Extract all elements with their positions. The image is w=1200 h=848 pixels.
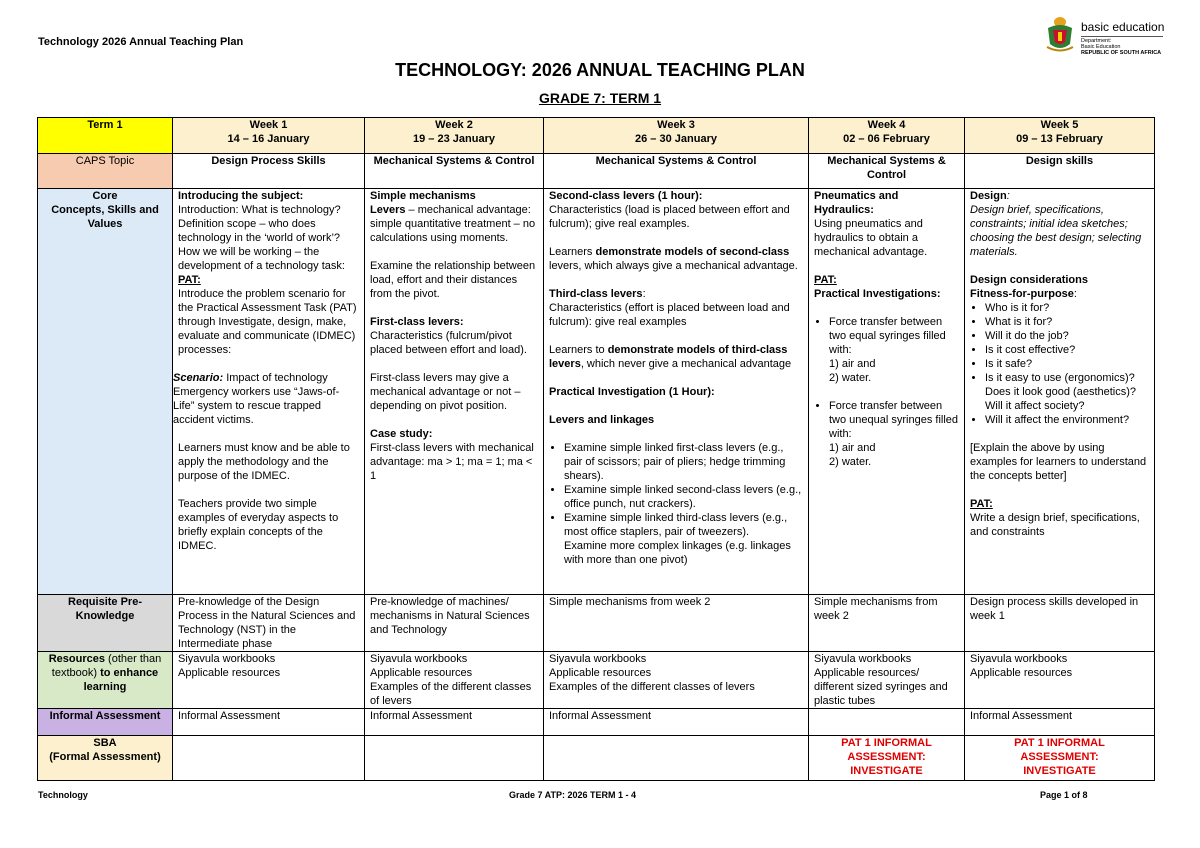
- week-1-header: Week 1 14 – 16 January: [173, 118, 365, 154]
- sba-week-3: [544, 736, 809, 781]
- logo-divider: [1081, 36, 1163, 37]
- core-week-2: Simple mechanisms Levers – mechanical advantage: simple quantitative treatment – no calculations using moments. Examine the relationship between load, effort and their distances from the pivot. First-class levers: Characteristics (fulcrum/pivot placed between effort and load). First-class levers may give a mechanical advantage or not – depending on pivot position. Case study: First-class levers with mechanical advantage: ma > 1; ma = 1; ma < 1: [365, 189, 544, 595]
- resources-week-2: Siyavula workbooks Applicable resources Examples of the different classes of levers: [365, 652, 544, 709]
- sba-week-4: PAT 1 INFORMAL ASSESSMENT: INVESTIGATE: [809, 736, 965, 781]
- prerequisite-week-2: Pre-knowledge of machines/ mechanisms in Natural Sciences and Technology: [365, 595, 544, 652]
- sba-week-1: [173, 736, 365, 781]
- list-item: • Is it easy to use (ergonomics)? Does it look good (aesthetics)? Will it affect society?: [985, 371, 1149, 413]
- resources-week-5: Siyavula workbooks Applicable resources: [965, 652, 1155, 709]
- table-row-prerequisite: [38, 595, 1155, 652]
- core-week-3: Second-class levers (1 hour): Characteristics (load is placed between effort and fulcrum); give real examples. Learners demonstrate models of second-class levers, which always give a mechanical advantage. Third-class levers: Characteristics (effort is placed between load and fulcrum): give real examples Learners to demonstrate models of third-class levers, which never give a mechanical advantage Practical Investigation (1 Hour): Levers and linkages • Examine simple linked first-class levers (e.g., pair of scissors; pair of pliers; hedge trimming shears). • Examine simple linked second-class levers (e.g., office punch, nut crackers). • Examine simple linked third-class levers (e.g., most office staplers, pair of tweezers). Examine more complex linkages (e.g. linkages with more than one pivot): [544, 189, 809, 595]
- prerequisite-week-4: Simple mechanisms from week 2: [809, 595, 965, 652]
- department-logo: [1043, 14, 1163, 56]
- list-item: • Who is it for?: [985, 301, 1149, 315]
- core-week-1: Introducing the subject: Introduction: What is technology? Definition scope – who does technology in the ‘world of work’? How we will be working – the development of a technology task: PAT: Introduce the problem scenario for the Practical Assessment Task (PAT) through Investigate, design, make, evaluate and communicate (IDMEC) processes: Scenario: Impact of technology Emergency workers use “Jaws-of-Life” system to rescue trapped accident victims. Learners must know and be able to apply the methodology and the purpose of the IDMEC. Teachers provide two simple examples of everyday aspects to briefly explain concepts of the IDMEC.: [173, 189, 365, 595]
- list-item: • Force transfer between two unequal syringes filled with: 1) air and 2) water.: [829, 399, 959, 469]
- list-item: • Is it safe?: [985, 357, 1149, 371]
- logo-text: basic education: [1081, 20, 1165, 34]
- footer-center: Grade 7 ATP: 2026 TERM 1 - 4: [509, 790, 637, 800]
- week-3-header: Week 3 26 – 30 January: [544, 118, 809, 154]
- prerequisite-week-3: Simple mechanisms from week 2: [544, 595, 809, 652]
- list-item: • Examine simple linked second-class levers (e.g., office punch, nut crackers).: [564, 483, 803, 511]
- page-title: TECHNOLOGY: 2026 ANNUAL TEACHING PLAN: [395, 60, 805, 80]
- sba-week-2: [365, 736, 544, 781]
- week-4-header: Week 4 02 – 06 February: [809, 118, 965, 154]
- resources-week-4: Siyavula workbooks Applicable resources/ different sized syringes and plastic tubes: [809, 652, 965, 709]
- informal-week-5: Informal Assessment: [965, 709, 1155, 736]
- prerequisite-week-1: Pre-knowledge of the Design Process in the Natural Sciences and Technology (NST) in the Intermediate phase: [173, 595, 365, 652]
- term-cell: Term 1: [38, 118, 173, 154]
- informal-label: Informal Assessment: [38, 709, 173, 736]
- list-item: • Examine simple linked third-class levers (e.g., most office staplers, pair of tweezers).: [564, 511, 803, 539]
- table-row-core: [38, 189, 1155, 595]
- core-label: Core Concepts, Skills and Values: [38, 189, 173, 595]
- sba-week-5: PAT 1 INFORMAL ASSESSMENT: INVESTIGATE: [965, 736, 1155, 781]
- week-5-header: Week 5 09 – 13 February: [965, 118, 1155, 154]
- table-row-weeks: [38, 118, 1155, 154]
- prerequisite-label: Requisite Pre-Knowledge: [38, 595, 173, 652]
- table-row-resources: [38, 652, 1155, 709]
- list-item: • Is it cost effective?: [985, 343, 1149, 357]
- caps-week-5: Design skills: [965, 154, 1155, 189]
- week-2-header: Week 2 19 – 23 January: [365, 118, 544, 154]
- sba-label: SBA (Formal Assessment): [38, 736, 173, 781]
- informal-week-1: Informal Assessment: [173, 709, 365, 736]
- coat-of-arms-icon: [1043, 14, 1077, 54]
- caps-week-1: Design Process Skills: [173, 154, 365, 189]
- core-week-4: Pneumatics and Hydraulics: Using pneumatics and hydraulics to obtain a mechanical advantage. PAT: Practical Investigations: • Force transfer between two equal syringes filled with: 1) air and 2) water. • Force transfer between two unequal syringes filled with: 1) air and 2) water.: [809, 189, 965, 595]
- caps-week-4: Mechanical Systems & Control: [809, 154, 965, 189]
- caps-week-2: Mechanical Systems & Control: [365, 154, 544, 189]
- informal-week-4: [809, 709, 965, 736]
- list-item: • Will it affect the environment?: [985, 413, 1149, 427]
- list-item: • Examine simple linked first-class levers (e.g., pair of scissors; pair of pliers; hedge trimming shears).: [564, 441, 803, 483]
- prerequisite-week-5: Design process skills developed in week 1: [965, 595, 1155, 652]
- table-row-sba: [38, 736, 1155, 781]
- informal-week-3: Informal Assessment: [544, 709, 809, 736]
- teaching-plan-table: [37, 117, 1155, 781]
- logo-subtext: Department: Basic Education REPUBLIC OF SOUTH AFRICA: [1081, 38, 1162, 56]
- footer-page-number: Page 1 of 8: [1040, 790, 1088, 800]
- page-subtitle: GRADE 7: TERM 1: [538, 90, 662, 106]
- header-title: Technology 2026 Annual Teaching Plan: [38, 36, 244, 48]
- list-item: • What is it for?: [985, 315, 1149, 329]
- caps-label: CAPS Topic: [38, 154, 173, 189]
- informal-week-2: Informal Assessment: [365, 709, 544, 736]
- table-row-caps: [38, 154, 1155, 189]
- caps-week-3: Mechanical Systems & Control: [544, 154, 809, 189]
- footer-left: Technology: [38, 790, 88, 800]
- resources-label: Resources (other than textbook) to enhance learning: [38, 652, 173, 709]
- core-week-5: Design: Design brief, specifications, constraints; initial idea sketches; choosing the best design; selecting materials. Design considerations Fitness-for-purpose: • Who is it for? • What is it for? • Will it do the job? • Is it cost effective? • Is it safe? • Is it easy to use (ergonomics)? Does it look good (aesthetics)? Will it affect society? • Will it affect the environment? [Explain the above by using examples for learners to understand the concepts better] PAT: Write a design brief, specifications, and constraints: [965, 189, 1155, 595]
- table-row-informal: [38, 709, 1155, 736]
- list-item: • Force transfer between two equal syringes filled with: 1) air and 2) water.: [829, 315, 959, 385]
- resources-week-3: Siyavula workbooks Applicable resources Examples of the different classes of levers: [544, 652, 809, 709]
- resources-week-1: Siyavula workbooks Applicable resources: [173, 652, 365, 709]
- list-item: • Will it do the job?: [985, 329, 1149, 343]
